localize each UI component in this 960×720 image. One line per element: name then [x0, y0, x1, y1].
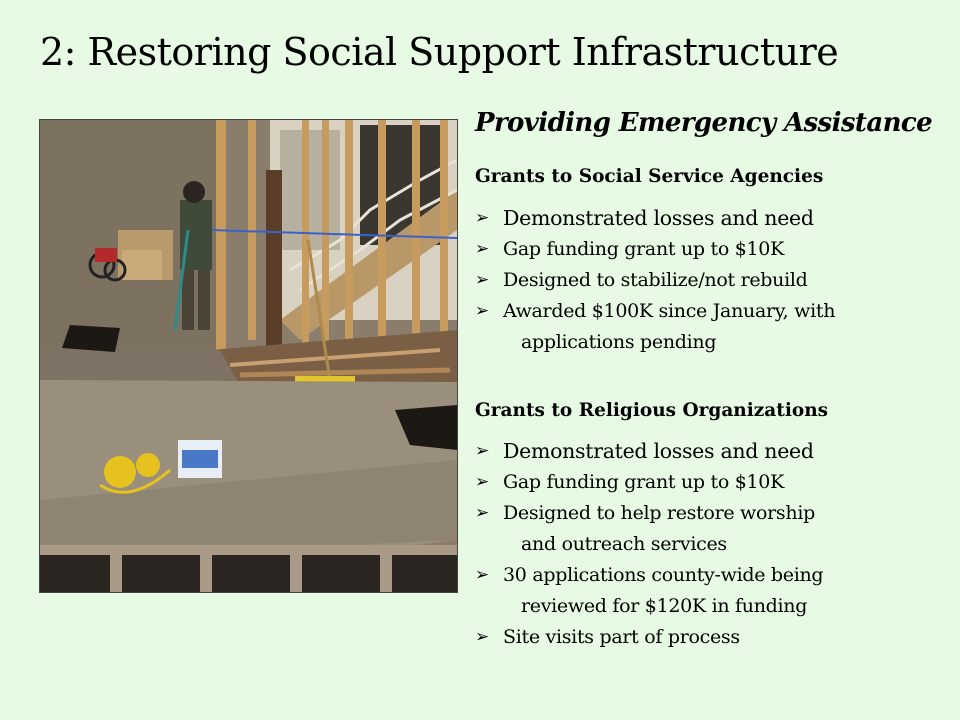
arrow-bullet-icon: ➢ — [475, 301, 489, 321]
bullet-text: Awarded $100K since January, with — [503, 300, 836, 322]
bullet-text: Gap funding grant up to $10K — [503, 238, 784, 260]
list-item — [475, 436, 823, 467]
bullet-continuation: applications pending — [521, 331, 717, 353]
bullet-text: Designed to stabilize/not rebuild — [503, 269, 808, 291]
list-item — [475, 265, 835, 296]
list-item — [475, 622, 823, 653]
bullet-text: Demonstrated losses and need — [503, 206, 814, 230]
bullet-continuation: and outreach services — [521, 533, 727, 555]
damaged-building-photo — [39, 119, 458, 593]
list-item — [475, 560, 823, 622]
arrow-bullet-icon: ➢ — [475, 472, 489, 492]
arrow-bullet-icon: ➢ — [475, 503, 489, 523]
bullet-text: Gap funding grant up to $10K — [503, 471, 784, 493]
bullet-text: Demonstrated losses and need — [503, 439, 814, 463]
arrow-bullet-icon: ➢ — [475, 441, 489, 461]
arrow-bullet-icon: ➢ — [475, 239, 489, 259]
section-heading-social-service: Grants to Social Service Agencies — [475, 166, 824, 187]
list-item — [475, 203, 835, 234]
list-item — [475, 498, 823, 560]
arrow-bullet-icon: ➢ — [475, 270, 489, 290]
slide-title: 2: Restoring Social Support Infrastructure — [40, 30, 839, 74]
bullet-continuation: reviewed for $120K in funding — [521, 595, 808, 617]
list-item — [475, 296, 835, 358]
bullet-text: Designed to help restore worship — [503, 502, 815, 524]
list-item — [475, 234, 835, 265]
bullet-list-religious — [475, 436, 823, 653]
arrow-bullet-icon: ➢ — [475, 565, 489, 585]
subtitle: Providing Emergency Assistance — [475, 108, 933, 138]
bullet-text: 30 applications county-wide being — [503, 564, 824, 586]
bullet-list-social-service — [475, 203, 835, 358]
bullet-text: Site visits part of process — [503, 626, 740, 648]
arrow-bullet-icon: ➢ — [475, 627, 489, 647]
list-item — [475, 467, 823, 498]
arrow-bullet-icon: ➢ — [475, 208, 489, 228]
section-heading-religious: Grants to Religious Organizations — [475, 400, 829, 421]
